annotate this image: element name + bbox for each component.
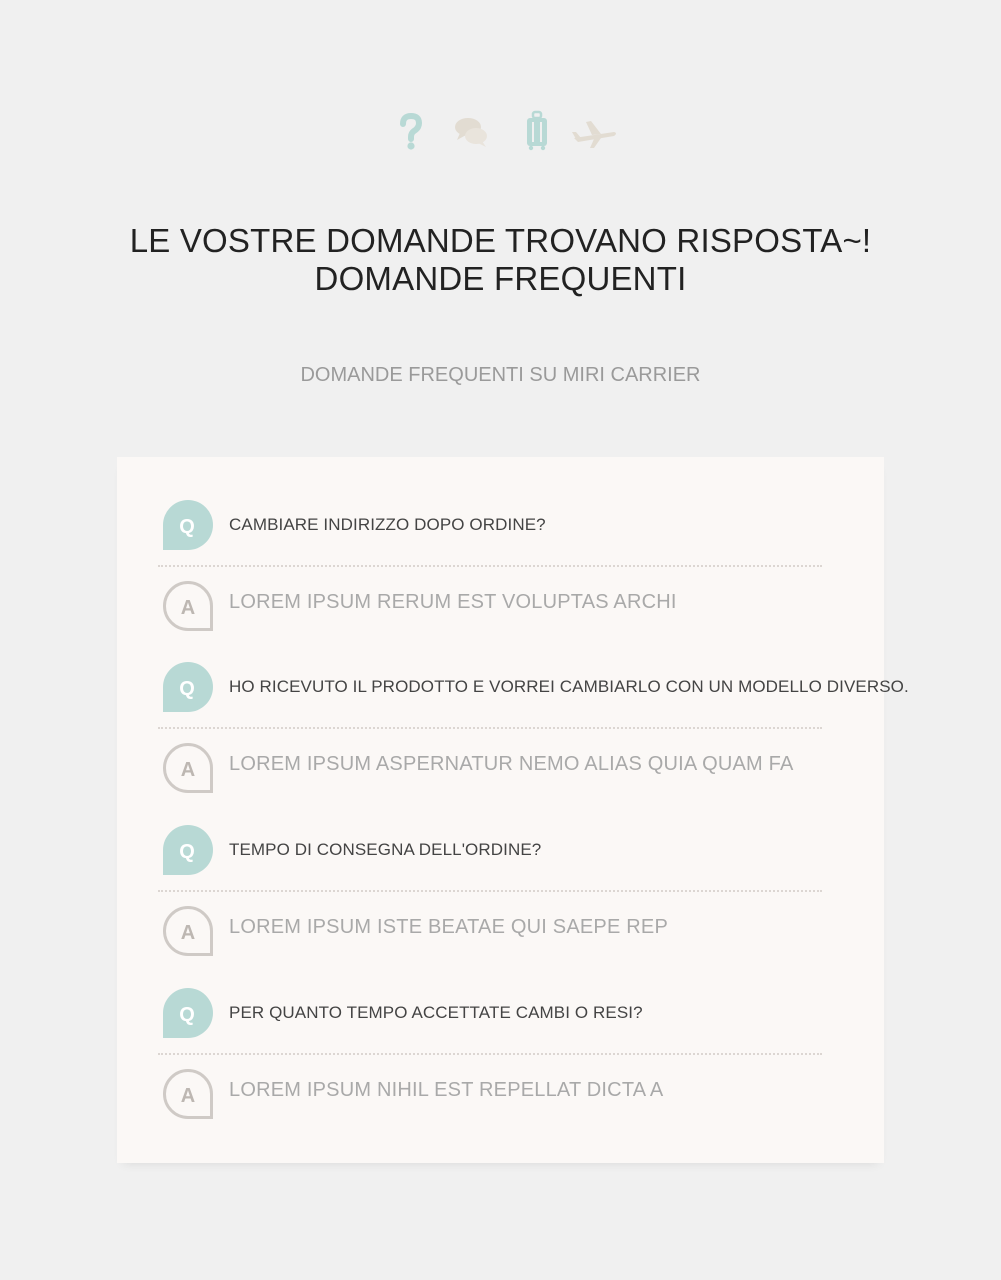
faq-question[interactable]: CAMBIARE INDIRIZZO DOPO ORDINE? xyxy=(229,515,546,534)
svg-text:A: A xyxy=(180,922,196,944)
faq-card xyxy=(117,457,909,1163)
faq-answer: LOREM IPSUM RERUM EST VOLUPTAS ARCHI xyxy=(229,591,677,613)
svg-text:Q: Q xyxy=(179,841,195,863)
page-title xyxy=(0,222,1001,298)
faq-divider xyxy=(158,1053,822,1055)
question-badge-icon xyxy=(163,662,213,712)
faq-item[interactable] xyxy=(117,782,884,944)
svg-text:Q: Q xyxy=(179,678,195,700)
question-mark-icon xyxy=(383,108,439,158)
faq-item[interactable] xyxy=(117,457,884,619)
airplane-icon xyxy=(566,108,622,158)
svg-text:Q: Q xyxy=(179,516,195,538)
faq-question[interactable]: PER QUANTO TEMPO ACCETTATE CAMBI O RESI? xyxy=(229,1003,643,1022)
answer-badge-icon xyxy=(163,1069,213,1119)
faq-divider xyxy=(158,565,822,567)
question-badge-icon xyxy=(163,825,213,875)
suitcase-icon xyxy=(509,108,565,158)
faq-question[interactable]: HO RICEVUTO IL PRODOTTO E VORREI CAMBIARLO CON UN MODELLO DIVERSO. xyxy=(229,677,909,696)
chat-bubbles-icon xyxy=(444,108,500,158)
page-subtitle: DOMANDE FREQUENTI SU MIRI CARRIER xyxy=(300,364,701,386)
faq-item[interactable] xyxy=(117,945,884,1107)
faq-answer: LOREM IPSUM NIHIL EST REPELLAT DICTA A xyxy=(229,1079,664,1101)
header-icon-row xyxy=(0,108,1001,158)
faq-divider xyxy=(158,727,822,729)
question-badge-icon xyxy=(163,988,213,1038)
faq-item[interactable] xyxy=(117,619,909,781)
page-title-line-2: DOMANDE FREQUENTI xyxy=(314,260,687,297)
question-badge-icon xyxy=(163,500,213,550)
svg-text:Q: Q xyxy=(179,1004,195,1026)
page-title-line-1: LE VOSTRE DOMANDE TROVANO RISPOSTA~! xyxy=(129,222,872,259)
faq-question[interactable]: TEMPO DI CONSEGNA DELL'ORDINE? xyxy=(229,840,542,859)
faq-answer: LOREM IPSUM ASPERNATUR NEMO ALIAS QUIA QUAM FA xyxy=(229,753,794,775)
svg-text:A: A xyxy=(180,1085,196,1107)
svg-text:A: A xyxy=(180,759,196,781)
faq-divider xyxy=(158,890,822,892)
svg-text:A: A xyxy=(180,597,196,619)
faq-answer: LOREM IPSUM ISTE BEATAE QUI SAEPE REP xyxy=(229,916,668,938)
